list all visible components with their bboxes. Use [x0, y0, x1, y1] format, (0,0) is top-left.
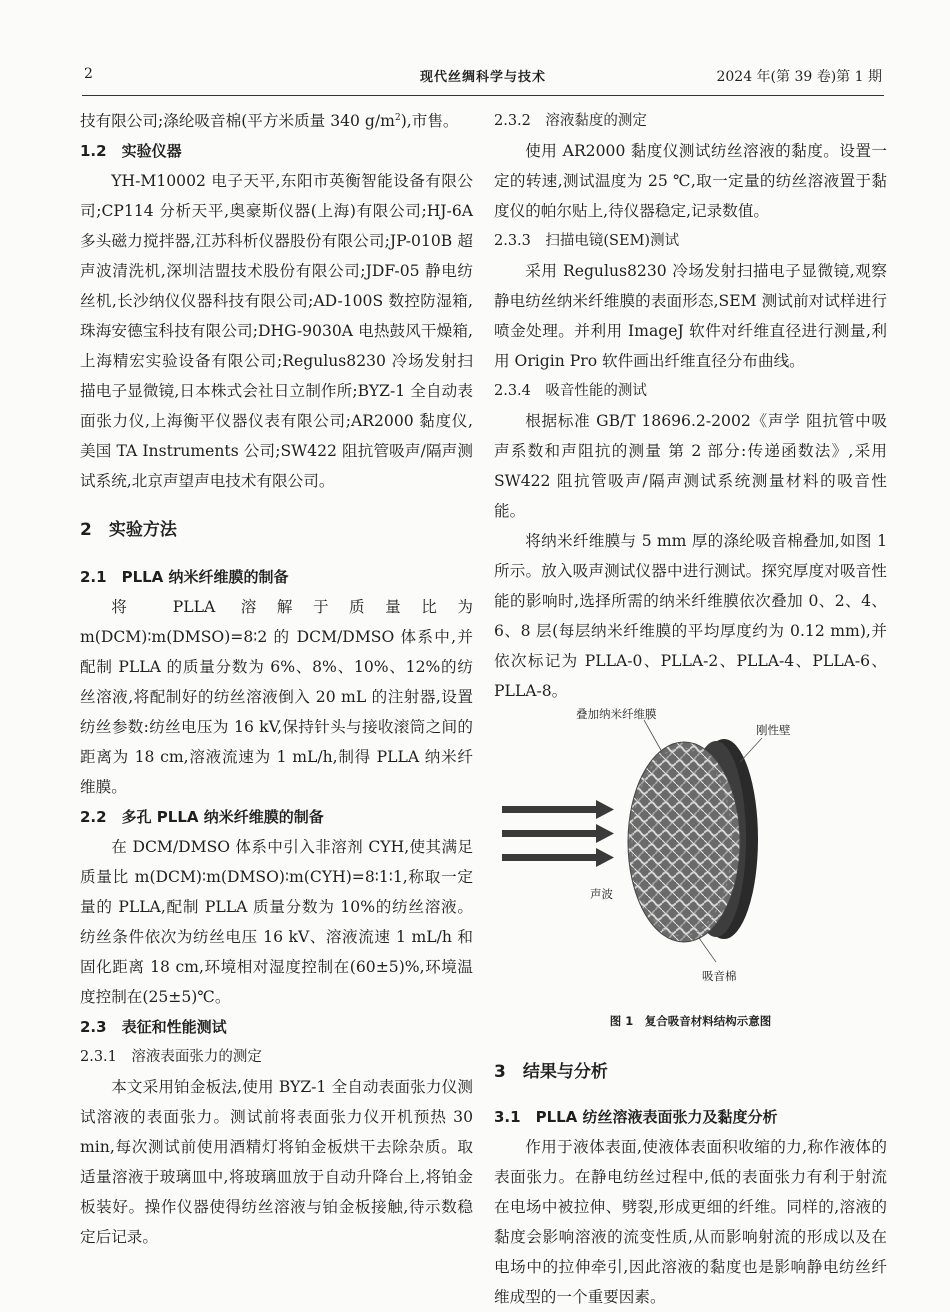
sound-absorbing-cotton [628, 742, 740, 942]
section-2-3-4-paragraph: 根据标准 GB/T 18696.2-2002《声学 阻抗管中吸声系数和声阻抗的测量 第 2 部分:传递函数法》,采用 SW422 阻抗管吸声/隔声测试系统测量材料的吸音性能。 [494, 412, 887, 520]
running-header [84, 66, 882, 88]
label-absorbing-cotton: 吸音棉 [702, 969, 737, 983]
section-2-3-1-paragraph: 本文采用铂金板法,使用 BYZ-1 全自动表面张力仪测试溶液的表面张力。测试前将表面张力仪开机预热 30 min,每次测试前使用酒精灯将铂金板烘干去除杂质。取适量溶液于玻璃皿中,将玻璃皿放于自动升降台上,将铂金板装好。操作仪器使得纺丝溶液与铂金板接触,待示数稳定后记录。 [80, 1078, 473, 1246]
materials-tail: 技有限公司;涤纶吸音棉(平方米质量 340 $g/m^2$),市售。 [80, 112, 459, 130]
issue-info: 2024 年(第 39 卷)第 1 期 [716, 69, 882, 85]
membrane-leader-line [644, 720, 662, 752]
section-1-2-heading: 1.2 实验仪器 [80, 142, 182, 160]
section-2-3-2-paragraph: 使用 AR2000 黏度仪测试纺丝溶液的黏度。设置一定的转速,测试温度为 25 ℃,取一定量的纺丝溶液置于黏度仪的帕尔贴上,待仪器稳定,记录数值。 [494, 142, 887, 220]
section-3-1-paragraph: 作用于液体表面,使液体表面积收缩的力,称作液体的表面张力。在静电纺丝过程中,低的表面张力有利于射流在电场中被拉伸、劈裂,形成更细的纤维。同样的,溶液的黏度会影响溶液的流变性质,从而影响射流的形成以及在电场中的拉伸牵引,因此溶液的黏度也是影响静电纺丝纤维成型的一个重要因素。 [494, 1138, 887, 1306]
section-2-3-heading: 2.3 表征和性能测试 [80, 1018, 227, 1036]
section-2-2-heading: 2.2 多孔 PLLA 纳米纤维膜的制备 [80, 808, 324, 826]
label-sound-wave: 声波 [590, 887, 613, 901]
section-3-heading: 3 结果与分析 [494, 1062, 608, 1082]
stacking-paragraph: 将纳米纤维膜与 5 mm 厚的涤纶吸音棉叠加,如图 1 所示。放入吸声测试仪器中进行测试。探究厚度对吸音性能的影响时,选择所需的纳米纤维膜依次叠加 0、2、4、6、8 层(每层纳米纤维膜的平均厚度约为 0.12 mm),并依次标记为 PLLA-0、PLLA-2、PLLA-4、PLLA-6、PLLA-8。 [494, 532, 887, 700]
section-2-2-paragraph: 在 DCM/DMSO 体系中引入非溶剂 CYH,使其满足质量比 m(DCM)∶m(DMSO)∶m(CYH)=8∶1∶1,称取一定量的 PLLA,配制 PLLA 质量分数为 10%的纺丝溶液。纺丝条件依次为纺丝电压 16 kV、溶液流速 1 mL/h 和固化距离 18 cm,环境相对湿度控制在(60±5)%,环境温度控制在(25±5)℃。 [80, 838, 473, 1006]
header-rule [82, 95, 884, 96]
section-3-1-heading: 3.1 PLLA 纺丝溶液表面张力及黏度分析 [494, 1108, 778, 1126]
section-2-3-2-heading: 2.3.2 溶液黏度的测定 [494, 113, 647, 129]
journal-title: 现代丝绸科学与技术 [419, 70, 546, 85]
figure-1 [494, 706, 887, 1006]
cotton-leader-line [699, 938, 716, 962]
composite-structure-diagram [494, 714, 887, 976]
label-rigid-wall: 刚性壁 [756, 723, 791, 737]
right-column [494, 106, 887, 1312]
section-2-3-1-heading: 2.3.1 溶液表面张力的测定 [80, 1049, 262, 1065]
left-column [80, 106, 473, 1252]
sound-wave-arrows [502, 800, 614, 867]
page-number: 2 [84, 66, 93, 82]
figure-1-caption: 图 1 复合吸音材料结构示意图 [609, 1014, 772, 1028]
section-2-1-paragraph: 将 PLLA 溶解于质量比为 m(DCM)∶m(DMSO)=8∶2 的 DCM/DMSO 体系中,并配制 PLLA 的质量分数为 6%、8%、10%、12%的纺丝溶液,将配制好的纺丝溶液倒入 20 mL 的注射器,设置纺丝参数:纺丝电压为 16 kV,保持针头与接收滚筒之间的距离为 18 cm,溶液流速为 1 mL/h,制得 PLLA 纳米纤维膜。 [80, 598, 473, 796]
section-2-3-3-heading: 2.3.3 扫描电镜(SEM)测试 [494, 233, 680, 249]
label-stacked-membrane: 叠加纳米纤维膜 [576, 707, 657, 721]
wall-leader-line [740, 738, 762, 762]
section-2-3-3-paragraph: 采用 Regulus8230 冷场发射扫描电子显微镜,观察静电纺丝纳米纤维膜的表面形态,SEM 测试前对试样进行喷金处理。并利用 ImageJ 软件对纤维直径进行测量,利用 Origin Pro 软件画出纤维直径分布曲线。 [494, 262, 887, 370]
section-2-3-4-heading: 2.3.4 吸音性能的测试 [494, 383, 647, 399]
section-2-1-heading: 2.1 PLLA 纳米纤维膜的制备 [80, 568, 289, 586]
section-2-heading: 2 实验方法 [80, 520, 177, 540]
instruments-paragraph: YH-M10002 电子天平,东阳市英衡智能设备有限公司;CP114 分析天平,奥豪斯仪器(上海)有限公司;HJ-6A 多头磁力搅拌器,江苏科析仪器股份有限公司;JP-010B 超声波清洗机,深圳洁盟技术股份有限公司;JDF-05 静电纺丝机,长沙纳仪仪器科技有限公司;AD-100S 数控防湿箱,珠海安德宝科技有限公司;DHG-9030A 电热鼓风干燥箱,上海精宏实验设备有限公司;Regulus8230 冷场发射扫描电子显微镜,日本株式会社日立制作所;BYZ-1 全自动表面张力仪,上海衡平仪器仪表有限公司;AR2000 黏度仪,美国 TA Instruments 公司;SW422 阻抗管吸声/隔声测试系统,北京声望声电技术有限公司。 [80, 172, 473, 490]
